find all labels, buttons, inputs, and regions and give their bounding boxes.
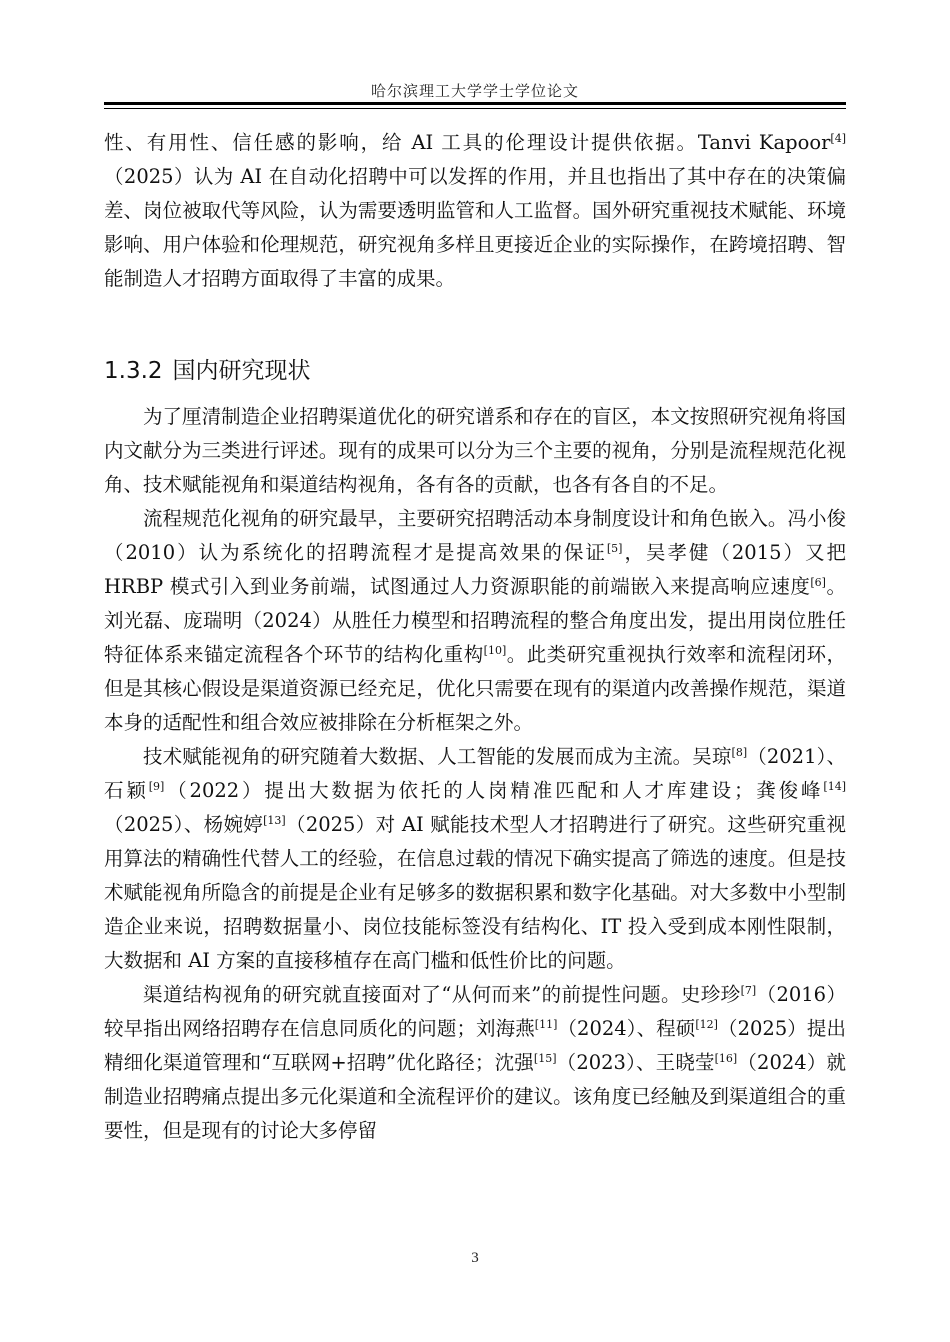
citation-ref: [12] [695,1018,718,1031]
text-run: 。刘光磊、庞瑞明（2024）从胜任力模型和招聘流程的整合角度出发，提出用岗位胜任特征体系来锚定流程各个环节的结构化重构 [104,575,846,666]
page-number: 3 [471,1250,479,1266]
section-number: 1.3.2 [104,358,163,384]
citation-ref: [10] [483,644,507,657]
text-run: （2025）认为 AI 在自动化招聘中可以发挥的作用，并且也指出了其中存在的决策偏差、岗位被取代等风险，认为需要透明监管和人工监督。国外研究重视技术赋能、环境影响、用户体验和伦理规范，研究视角多样且更接近企业的实际操作，在跨境招聘、智能制造人才招聘方面取得了丰富的成果。 [104,165,846,290]
section-title: 国内研究现状 [172,358,311,384]
text-run: （2025）对 AI 赋能技术型人才招聘进行了研究。这些研究重视用算法的精确性代替人工的经验，在信息过载的情况下确实提高了筛选的速度。但是技术赋能视角所隐含的前提是企业有足够多的数据积累和数字化基础。对大多数中小型制造企业来说，招聘数据量小、岗位技能标签没有结构化、IT 投入受到成本刚性限制，大数据和 AI 方案的直接移植存在高门槛和低性价比的问题。 [104,813,846,972]
citation-ref: [4] [830,132,846,145]
citation-ref: [14] [823,780,846,793]
text-run: （2016）较早指出网络招聘存在信息同质化的问题；刘海燕 [104,983,846,1040]
citation-ref: [8] [731,746,748,759]
paragraph-intro [104,400,846,502]
paragraph-foreign-research-summary [104,126,846,296]
header-rule-thick [104,102,846,105]
citation-ref: [11] [534,1018,558,1031]
text-run: 为了厘清制造企业招聘渠道优化的研究谱系和存在的盲区，本文按照研究视角将国内文献分为三类进行评述。现有的成果可以分为三个主要的视角，分别是流程规范化视角、技术赋能视角和渠道结构视角，各有各的贡献，也各有各自的不足。 [104,405,846,496]
text-run: 。此类研究重视执行效率和流程闭环，但是其核心假设是渠道资源已经充足，优化只需要在现有的渠道内改善操作规范，渠道本身的适配性和组合效应被排除在分析框架之外。 [104,643,846,734]
text-run: （2025）、杨婉婷 [104,813,264,836]
citation-ref: [5] [606,542,623,555]
paragraph-technology-perspective [104,740,846,978]
text-run: （2021）、石颖 [104,745,846,802]
text-run: （2024）、程硕 [557,1017,696,1040]
citation-ref: [13] [263,814,286,827]
text-run: 渠道结构视角的研究就直接面对了“从何而来”的前提性问题。史珍珍 [143,983,741,1006]
text-run: （2023）、王晓莹 [556,1051,715,1074]
section-heading [104,352,846,385]
text-run: （2025）提出精细化渠道管理和“互联网+招聘”优化路径；沈强 [104,1017,846,1074]
text-run: （2024）就制造业招聘痛点提出多元化渠道和全流程评价的建议。该角度已经触及到渠道组合的重要性，但是现有的讨论大多停留 [104,1051,846,1142]
paragraph-process-perspective [104,502,846,740]
citation-ref: [9] [148,780,165,793]
paragraph-channel-perspective [104,978,846,1148]
text-run: 流程规范化视角的研究最早，主要研究招聘活动本身制度设计和角色嵌入。冯小俊（2010）认为系统化的招聘流程才是提高效果的保证 [104,507,846,564]
header-rule-thin [104,108,846,109]
body-text-top [104,126,846,296]
citation-ref: [16] [714,1052,738,1065]
text-run: （2022）提出大数据为依托的人岗精准匹配和人才库建设；龚俊峰 [164,779,824,802]
text-run: ，吴孝健（2015）又把 HRBP 模式引入到业务前端，试图通过人力资源职能的前端嵌入来提高响应速度 [104,541,846,598]
citation-ref: [7] [740,984,757,997]
citation-ref: [6] [810,576,826,589]
citation-ref: [15] [533,1052,557,1065]
text-run: 性、有用性、信任感的影响，给 AI 工具的伦理设计提供依据。Tanvi Kapoor [104,131,831,154]
text-run: 技术赋能视角的研究随着大数据、人工智能的发展而成为主流。吴琼 [143,745,732,768]
running-header: 哈尔滨理工大学学士学位论文 [370,82,579,100]
body-text-main [104,400,846,1148]
